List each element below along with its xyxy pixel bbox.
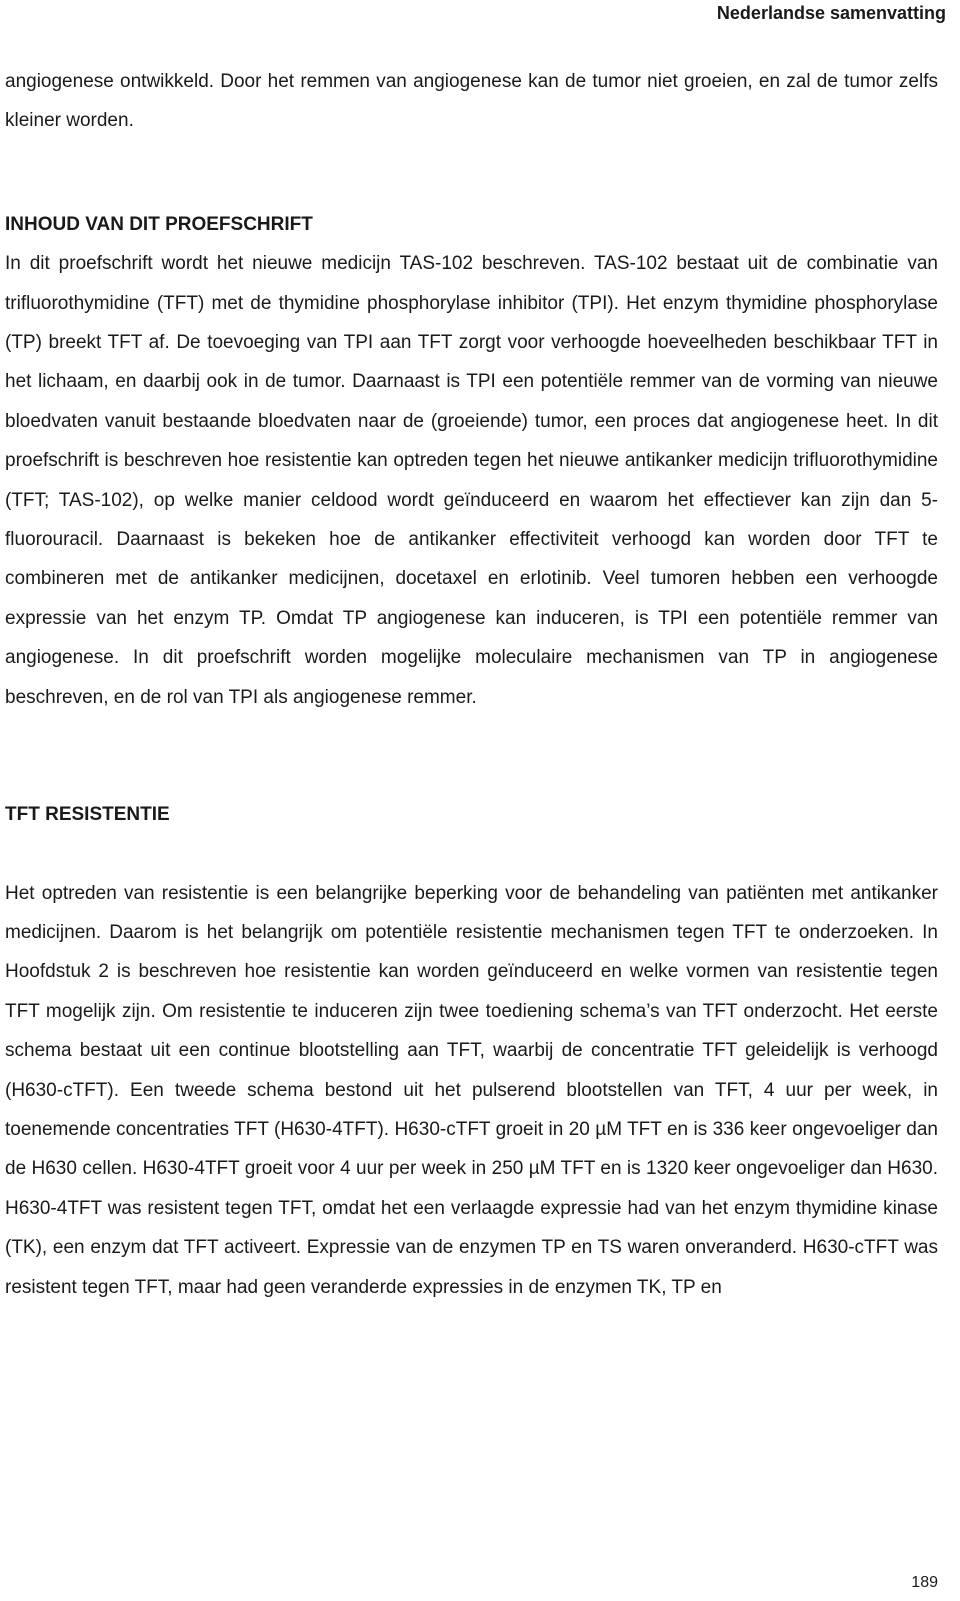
running-header: Nederlandse samenvatting xyxy=(716,3,946,23)
resistance-paragraph: Het optreden van resistentie is een belangrijke beperking voor de behandeling van patiënten met antikanker medicijnen. Daarom is het belangrijk om potentiële resistentie mechanismen tegen TFT te onderzoeken. In Hoofdstuk 2 is beschreven hoe resistentie kan worden geïnduceerd en welke vormen van resistentie tegen TFT mogelijk zijn. Om resistentie te induceren zijn twee toediening schema’s van TFT onderzocht. Het eerste schema bestaat uit een continue blootstelling aan TFT, waarbij de concentratie TFT geleidelijk is verhoogd (H630-cTFT). Een tweede schema bestond uit het pulserend blootstellen van TFT, 4 uur per week, in toenemende concentraties TFT (H630-4TFT). H630-cTFT groeit in 20 µM TFT en is 336 keer ongevoeliger dan de H630 cellen. H630-4TFT groeit voor 4 uur per week in 250 µM TFT en is 1320 keer ongevoeliger dan H630. H630-4TFT was resistent tegen TFT, omdat het een verlaagde expressie had van het enzym thymidine kinase (TK), een enzym dat TFT activeert. Expressie van de enzymen TP en TS waren onveranderd. H630-cTFT was resistent tegen TFT, maar had geen veranderde expressies in de enzymen TK, TP en xyxy=(5,882,938,1298)
contents-paragraph: In dit proefschrift wordt het nieuwe medicijn TAS-102 beschreven. TAS-102 bestaat uit de combinatie van trifluorothymidine (TFT) met de thymidine phosphorylase inhibitor (TPI). Het enzym thymidine phosphorylase (TP) breekt TFT af. De toevoeging van TPI aan TFT zorgt voor verhoogde hoeveelheden beschikbaar TFT in het lichaam, en daarbij ook in de tumor. Daarnaast is TPI een potentiële remmer van de vorming van nieuwe bloedvaten vanuit bestaande bloedvaten naar de (groeiende) tumor, een proces dat angiogenese heet. In dit proefschrift is beschreven hoe resistentie kan optreden tegen het nieuwe antikanker medicijn trifluorothymidine (TFT; TAS-102), op welke manier celdood wordt geïnduceerd en waarom het effectiever kan zijn dan 5-fluorouracil. Daarnaast is bekeken hoe de antikanker effectiviteit verhoogd kan worden door TFT te combineren met de antikanker medicijnen, docetaxel en erlotinib. Veel tumoren hebben een verhoogde expressie van het enzym TP. Omdat TP angiogenese kan induceren, is TPI een potentiële remmer van angiogenese. In dit proefschrift worden mogelijke moleculaire mechanismen van TP in angiogenese beschreven, en de rol van TPI als angiogenese remmer. xyxy=(5,253,938,708)
intro-paragraph: angiogenese ontwikkeld. Door het remmen van angiogenese kan de tumor niet groeien, en zal de tumor zelfs kleiner worden. xyxy=(5,71,938,132)
section-heading-resistance: TFT RESISTENTIE xyxy=(5,804,170,826)
section-heading-contents: INHOUD VAN DIT PROEFSCHRIFT xyxy=(5,213,313,235)
page-body xyxy=(5,62,938,1307)
section-spacer xyxy=(5,717,938,795)
page-number: 189 xyxy=(911,1574,938,1591)
section-spacer xyxy=(5,835,938,874)
section-spacer xyxy=(5,141,938,205)
